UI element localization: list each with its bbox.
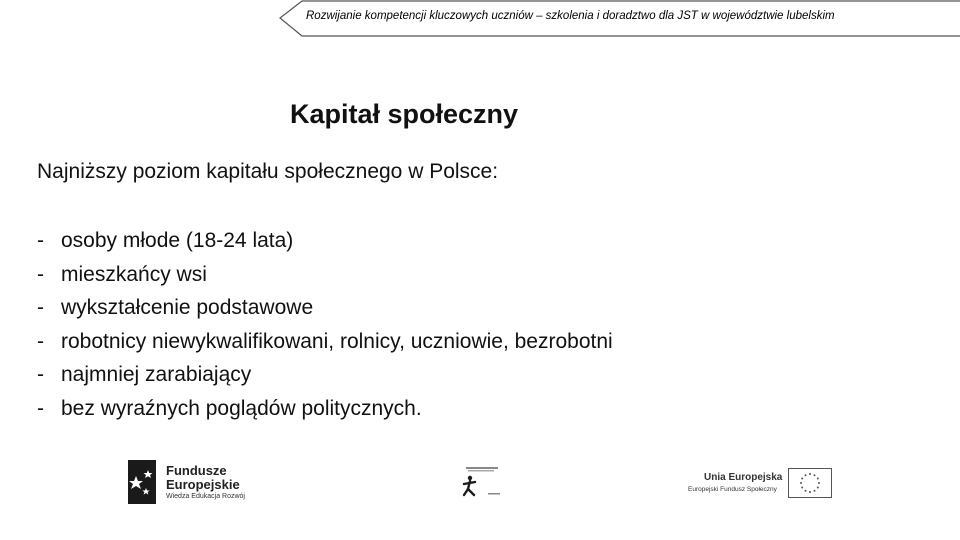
list-item-text: robotnicy niewykwalifikowani, rolnicy, uczniowie, bezrobotni: [61, 329, 613, 353]
bullet-marker: -: [37, 296, 44, 319]
bullet-marker: -: [37, 396, 44, 420]
slide-intro: Najniższy poziom kapitału społecznego w Polsce:: [37, 160, 499, 183]
list-item: [37, 261, 613, 295]
banner-title: Rozwijanie kompetencji kluczowych uczniów – szkolenia i doradztwo dla JST w województwie lubelskim: [306, 10, 835, 22]
list-item-text: mieszkańcy wsi: [61, 262, 207, 286]
eu-flag-icon: [788, 468, 832, 498]
bullet-marker: -: [37, 363, 44, 386]
list-item: [37, 227, 613, 261]
list-item: [37, 294, 613, 328]
regional-logo-icon: [460, 465, 506, 499]
list-item-text: bez wyraźnych poglądów politycznych.: [61, 396, 422, 420]
slide-title: Kapitał społeczny: [290, 99, 519, 129]
bullet-list: [37, 227, 613, 428]
ue-logo-line2: Europejski Fundusz Społeczny: [688, 486, 777, 493]
fe-logo-line1: Fundusze: [166, 463, 227, 478]
ue-logo-line1: Unia Europejska: [704, 472, 783, 483]
list-item: [37, 328, 613, 362]
fe-logo-tagline: Wiedza Edukacja Rozwój: [166, 493, 245, 500]
bullet-marker: -: [37, 229, 44, 252]
list-item-text: najmniej zarabiający: [61, 363, 252, 386]
list-item-text: wykształcenie podstawowe: [61, 296, 314, 319]
list-item-text: osoby młode (18-24 lata): [61, 229, 294, 252]
regional-logo: [460, 465, 506, 499]
unia-europejska-logo: [686, 468, 834, 500]
list-item: [37, 395, 613, 429]
bullet-marker: -: [37, 329, 44, 353]
fundusze-europejskie-logo: [128, 460, 278, 506]
bullet-marker: -: [37, 262, 44, 286]
list-item: [37, 361, 613, 395]
header-banner: [278, 0, 960, 38]
fe-logo-line2: Europejskie: [166, 477, 240, 492]
eu-funds-stars-icon: [128, 460, 160, 504]
